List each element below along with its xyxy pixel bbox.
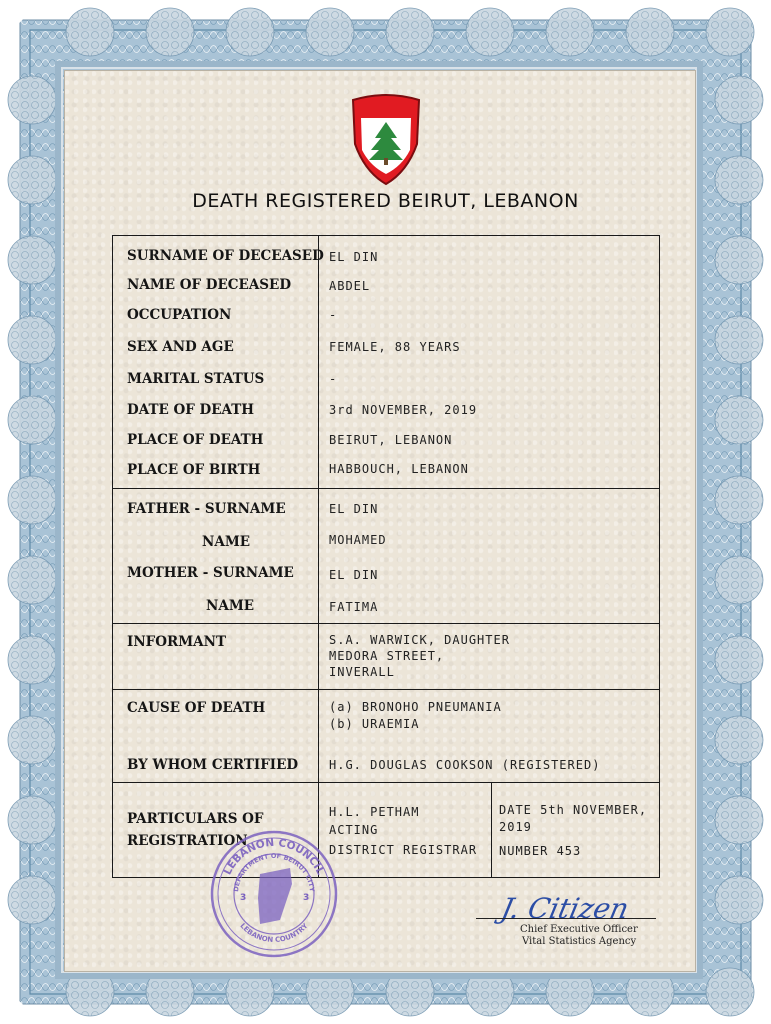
parents-values-cell xyxy=(319,489,660,624)
informant-value-cell xyxy=(319,624,660,690)
council-seal-stamp xyxy=(208,828,340,960)
mother-name-value: FATIMA xyxy=(329,600,379,614)
deceased-labels-cell xyxy=(113,236,324,489)
signatory-title-line-1: Chief Executive Officer xyxy=(520,924,638,935)
cause-values-cell xyxy=(319,690,660,783)
registration-values-cell xyxy=(319,783,660,878)
mother-surname-value: EL DIN xyxy=(329,568,379,582)
sex-age-label: SEX AND AGE xyxy=(127,339,234,355)
date-of-death-label: DATE OF DEATH xyxy=(127,402,255,418)
place-of-birth-value: HABBOUCH, LEBANON xyxy=(329,462,469,476)
registration-label-line-1: PARTICULARS OF xyxy=(127,811,264,827)
informant-line-3: INVERALL xyxy=(329,665,395,679)
seal-top-text: LEBANON COUNCIL xyxy=(221,836,327,877)
certified-by-value: H.G. DOUGLAS COOKSON (REGISTERED) xyxy=(329,758,601,772)
date-of-death-value: 3rd NOVEMBER, 2019 xyxy=(329,403,478,417)
cause-labels-cell xyxy=(113,690,319,783)
sex-age-value: FEMALE, 88 YEARS xyxy=(329,340,461,354)
informant-label: INFORMANT xyxy=(127,634,227,650)
seal-right-number: 3 xyxy=(303,893,310,903)
registration-divider xyxy=(491,783,492,877)
informant-label-cell xyxy=(113,624,319,690)
occupation-label: OCCUPATION xyxy=(127,307,232,323)
seal-left-number: 3 xyxy=(240,893,247,903)
deceased-values-cell xyxy=(319,236,660,489)
informant-line-2: MEDORA STREET, xyxy=(329,649,445,663)
registration-label-line-2: REGISTRATION xyxy=(127,833,248,849)
signatory-title-line-2: Vital Statistics Agency xyxy=(522,936,637,947)
name-label: NAME OF DECEASED xyxy=(127,277,292,293)
surname-label: SURNAME OF DECEASED xyxy=(127,248,324,264)
signature-text: J. Citizen xyxy=(498,892,632,925)
registration-number: NUMBER 453 xyxy=(499,844,582,858)
registration-date-line-1: DATE 5th NOVEMBER, xyxy=(499,803,648,817)
father-name-label: NAME xyxy=(202,534,251,550)
seal-inner-text: DEPARTMENT OF BEIRUT CITY xyxy=(232,851,316,893)
registration-date-line-2: 2019 xyxy=(499,820,532,834)
place-of-death-label: PLACE OF DEATH xyxy=(127,432,264,448)
occupation-value: - xyxy=(329,308,338,322)
cause-line-b: (b) URAEMIA xyxy=(329,717,420,731)
seal-map-icon xyxy=(258,868,292,924)
father-surname-value: EL DIN xyxy=(329,502,379,516)
cause-line-a: (a) BRONOHO PNEUMANIA xyxy=(329,700,502,714)
registrar-line-1: H.L. PETHAM xyxy=(329,805,420,819)
father-surname-label: FATHER - SURNAME xyxy=(127,501,286,517)
parents-labels-cell xyxy=(113,489,319,624)
father-name-value: MOHAMED xyxy=(329,533,387,547)
informant-line-1: S.A. WARWICK, DAUGHTER xyxy=(329,633,510,647)
place-of-birth-label: PLACE OF BIRTH xyxy=(127,462,261,478)
lebanon-cedar-emblem-icon xyxy=(347,92,425,186)
signature-line xyxy=(476,918,656,919)
registrar-line-2: ACTING xyxy=(329,823,379,837)
certified-by-label: BY WHOM CERTIFIED xyxy=(127,757,299,773)
mother-surname-label: MOTHER - SURNAME xyxy=(127,565,294,581)
surname-value: EL DIN xyxy=(329,250,379,264)
marital-status-label: MARITAL STATUS xyxy=(127,371,265,387)
cause-of-death-label: CAUSE OF DEATH xyxy=(127,700,266,716)
certificate-title: DEATH REGISTERED BEIRUT, LEBANON xyxy=(192,190,579,212)
death-record-table xyxy=(112,235,660,878)
name-value: ABDEL xyxy=(329,279,371,293)
marital-status-value: - xyxy=(329,372,338,386)
registrar-line-3: DISTRICT REGISTRAR xyxy=(329,843,478,857)
place-of-death-value: BEIRUT, LEBANON xyxy=(329,433,453,447)
mother-name-label: NAME xyxy=(206,598,255,614)
seal-bottom-text: LEBANON COUNTRY xyxy=(238,921,310,945)
